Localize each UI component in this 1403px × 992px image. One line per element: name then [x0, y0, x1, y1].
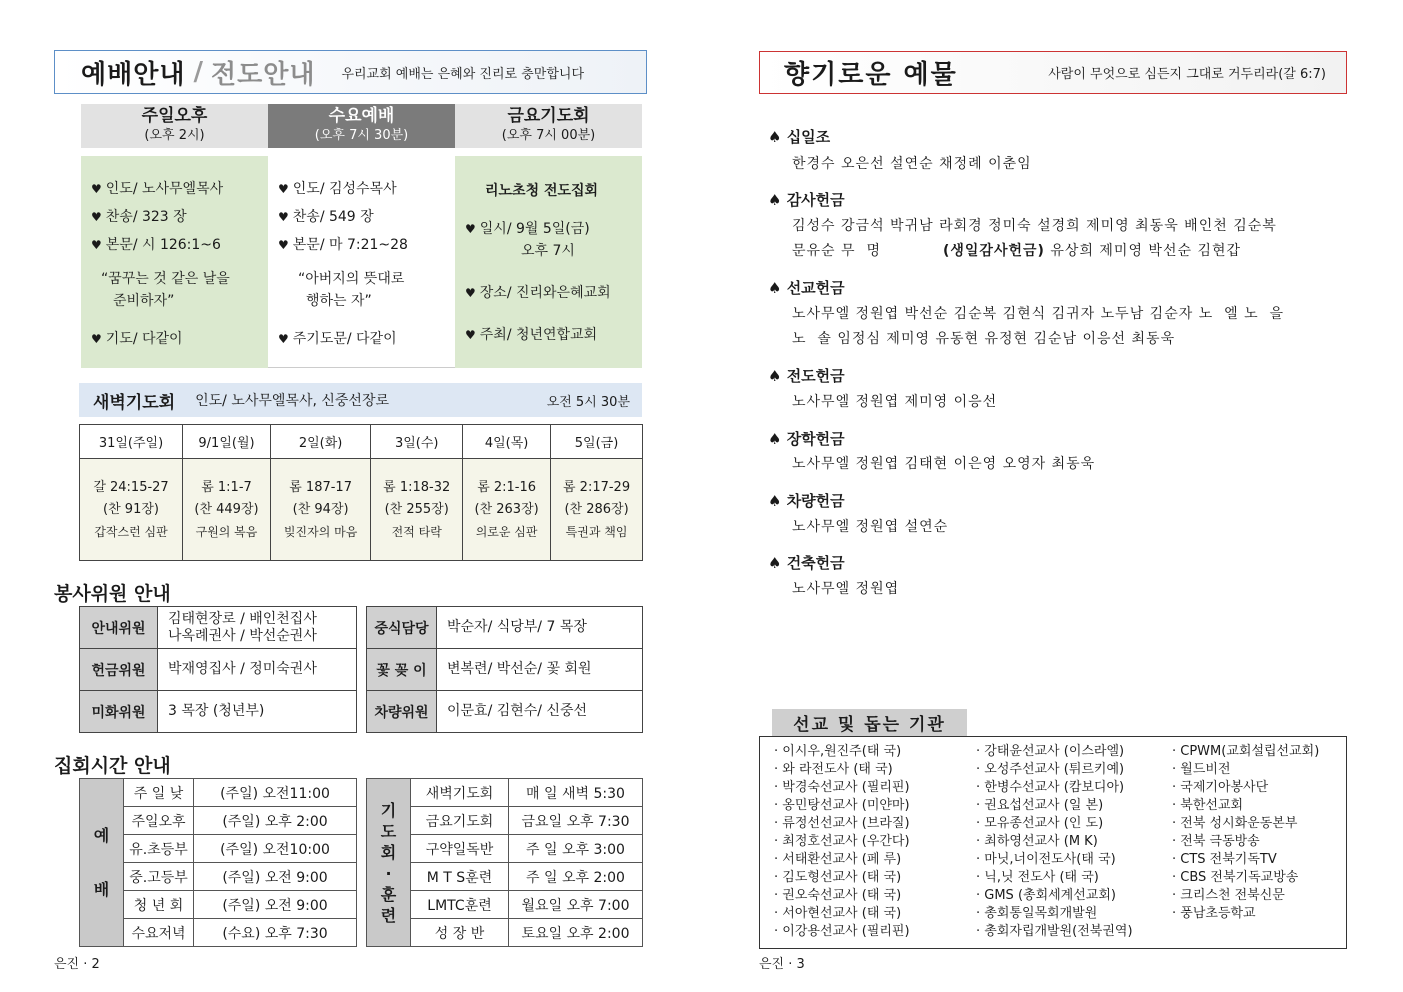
meeting-name: 수요저녁 [124, 919, 194, 947]
agency-item: · 박경숙선교사 (필리핀) [774, 780, 910, 795]
offerings-title: 향기로운 예물 [784, 60, 958, 90]
service-time: (오후 7시 00분) [501, 128, 596, 143]
agency-item: · 마닛,너이전도사(태 국) [976, 852, 1116, 867]
service-name: 금요기도회 [507, 106, 590, 126]
dawn-time: 오전 5시 30분 [546, 394, 630, 410]
meeting-time: 금요일 오후 7:30 [509, 807, 643, 835]
meeting-name: 주 일 낮 [124, 779, 194, 807]
spade-icon: ♠ [768, 430, 782, 448]
day-cell: 9/1일(월) [183, 425, 271, 459]
heart-icon: ♥ [278, 210, 289, 224]
day-cell: 2일(화) [270, 425, 370, 459]
page-number-right: 은진 · 3 [759, 957, 805, 972]
meeting-name: 새벽기도회 [411, 779, 509, 807]
service-line: ♥ 주최/ 청년연합교회 [465, 327, 598, 343]
agency-item: · 와 라전도사 (태 국) [774, 762, 893, 777]
agency-item: · 국제기아봉사단 [1172, 780, 1269, 795]
volunteers-table-right [366, 606, 643, 733]
reading-cell: 롬 187-17 (찬 94장) 빚진자의 마음 [270, 459, 370, 561]
meeting-name: 청 년 회 [124, 891, 194, 919]
heart-icon: ♥ [278, 238, 289, 252]
service-line: ♥ 찬송/ 323 장 [91, 209, 187, 225]
dawn-prayer-bar [79, 383, 642, 417]
volunteers-table-left [79, 606, 357, 733]
agency-item: · CBS 전북기독교방송 [1172, 870, 1299, 885]
prayer-times-table [366, 778, 643, 947]
title-slash: / [193, 57, 203, 87]
agency-item: · 김도형선교사 (태 국) [774, 870, 902, 885]
agency-item: · 한병수선교사 (캄보디아) [976, 780, 1125, 795]
table-row [367, 649, 643, 691]
heart-icon: ♥ [465, 286, 476, 300]
agency-item: · CPWM(교회설립선교회) [1172, 744, 1320, 759]
agency-item: · 전북 극동방송 [1172, 834, 1260, 849]
sermon-quote-1: “아버지의 뜻대로 [298, 271, 405, 287]
service-time: (오후 7시 30분) [314, 128, 409, 143]
role-names: 박재영집사 / 정미숙권사 [158, 649, 357, 691]
role-label: 안내위원 [80, 607, 158, 649]
offering-heading: ♠ 차량헌금 [768, 492, 845, 510]
spade-icon: ♠ [768, 191, 782, 209]
reading-cell: 롬 2:17-29 (찬 286장) 특권과 책임 [551, 459, 643, 561]
service-column-wednesday [268, 156, 455, 368]
meeting-time: 매 일 새벽 5:30 [509, 779, 643, 807]
heart-icon: ♥ [278, 332, 289, 346]
service-line: ♥ 찬송/ 549 장 [278, 209, 374, 225]
meeting-time: 토요일 오후 2:00 [509, 919, 643, 947]
page-subtitle: 전도안내 [210, 59, 316, 90]
page-number-left: 은진 · 2 [54, 957, 100, 972]
offering-names: 노 솔 임정심 제미영 유동현 유정현 김순남 이응선 최동욱 [792, 331, 1176, 347]
event-title: 리노초청 전도집회 [485, 183, 599, 199]
agencies-column-2 [976, 743, 1133, 941]
agency-item: · 서태환선교사 (페 루) [774, 852, 902, 867]
offering-names: 노사무엘 정원엽 박선순 김순복 김현식 김귀자 노두남 김순자 노 엘 노 을 [792, 306, 1285, 322]
service-line: ♥ 인도/ 김성수목사 [278, 181, 397, 197]
agencies-box [759, 736, 1347, 949]
agency-item: · 권오숙선교사 (태 국) [774, 888, 902, 903]
agencies-title: 선교 및 돕는 기관 [772, 709, 967, 736]
service-line: ♥ 본문/ 시 126:1~6 [91, 237, 221, 253]
table-row [80, 607, 357, 649]
offering-names: 노사무엘 정원엽 김태현 이은영 오영자 최동욱 [792, 456, 1096, 472]
table-row [367, 779, 643, 807]
reading-cell: 롬 2:1-16 (찬 263장) 의로운 심판 [463, 459, 551, 561]
role-label: 미화위원 [80, 691, 158, 733]
reading-cell: 롬 1:1-7 (찬 449장) 구원의 복음 [183, 459, 271, 561]
offering-names: 노사무엘 정원엽 [792, 581, 900, 597]
spade-icon: ♠ [768, 554, 782, 572]
heart-icon: ♥ [91, 238, 102, 252]
offering-heading: ♠ 감사헌금 [768, 191, 845, 209]
meeting-time: (주일) 오후 2:00 [194, 807, 357, 835]
heart-icon: ♥ [91, 332, 102, 346]
agency-item: · 최정호선교사 (우간다) [774, 834, 910, 849]
heart-icon: ♥ [278, 182, 289, 196]
meeting-name: LMTC훈련 [411, 891, 509, 919]
agency-item: · 전북 성시화운동본부 [1172, 816, 1298, 831]
agency-item: · 총회자립개발원(전북권역) [976, 924, 1133, 939]
volunteers-title: 봉사위원 안내 [54, 583, 171, 605]
agencies-column-3 [1172, 743, 1319, 923]
meeting-time: 주 일 오후 2:00 [509, 863, 643, 891]
day-cell: 4일(목) [463, 425, 551, 459]
role-label: 중식담당 [367, 607, 437, 649]
day-cell: 31일(주일) [80, 425, 183, 459]
table-row [80, 459, 643, 561]
meeting-name: 성 장 반 [411, 919, 509, 947]
service-header-wednesday [268, 104, 455, 148]
meeting-time: (주일) 오전 9:00 [194, 863, 357, 891]
meeting-time: (주일) 오전10:00 [194, 835, 357, 863]
agency-item: · 이시우,원진주(태 국) [774, 744, 902, 759]
agencies-column-1 [774, 743, 910, 941]
spade-icon: ♠ [768, 492, 782, 510]
day-cell: 3일(수) [371, 425, 463, 459]
title-tagline: 우리교회 예배는 은혜와 진리로 충만합니다 [341, 66, 585, 82]
meeting-name: 중.고등부 [124, 863, 194, 891]
meeting-name: 유.초등부 [124, 835, 194, 863]
service-line: ♥ 인도/ 노사무엘목사 [91, 181, 224, 197]
agency-item: · 월드비전 [1172, 762, 1231, 777]
meeting-time: (주일) 오전 9:00 [194, 891, 357, 919]
worship-times-table [79, 778, 357, 947]
meeting-time: 주 일 오후 3:00 [509, 835, 643, 863]
page-title: 예배안내 [81, 59, 186, 90]
service-line: ♥ 일시/ 9월 5일(금) [465, 221, 590, 237]
agency-item: · 권요섭선교사 (일 본) [976, 798, 1104, 813]
event-time: 오후 7시 [521, 243, 575, 259]
role-names: 3 목장 (청년부) [158, 691, 357, 733]
service-name: 주일오후 [141, 106, 208, 126]
agency-item: · 류정선선교사 (브라질) [774, 816, 910, 831]
service-time: (오후 2시) [144, 128, 205, 143]
offering-names: 노사무엘 정원엽 제미영 이응선 [792, 394, 998, 410]
offering-names: 노사무엘 정원엽 설연순 [792, 519, 949, 535]
table-row [80, 425, 643, 459]
dawn-leaders: 인도/ 노사무엘목사, 신중선장로 [195, 393, 390, 409]
reading-cell: 갈 24:15-27 (찬 91장) 갑작스런 심판 [80, 459, 183, 561]
meeting-time: (주일) 오전11:00 [194, 779, 357, 807]
role-names: 김태현장로 / 배인천집사 나옥례권사 / 박선순권사 [158, 607, 357, 649]
service-line: ♥ 장소/ 진리와은혜교회 [465, 285, 611, 301]
offerings-tagline: 사람이 무엇으로 심든지 그대로 거두리라(갈 6:7) [1048, 67, 1326, 82]
role-label: 꽃 꽂 이 [367, 649, 437, 691]
meeting-time: (수요) 오후 7:30 [194, 919, 357, 947]
offering-names: 문유순 무 명 (생일감사헌금) 유상희 제미영 박선순 김현갑 [792, 243, 1242, 259]
service-line: ♥ 기도/ 다같이 [91, 331, 183, 347]
role-names: 변복련/ 박선순/ 꽃 회원 [437, 649, 643, 691]
offering-heading: ♠ 건축헌금 [768, 554, 845, 572]
day-cell: 5일(금) [551, 425, 643, 459]
meetings-title: 집회시간 안내 [54, 755, 171, 777]
table-row [367, 691, 643, 733]
right-title-box [759, 51, 1347, 94]
offering-names: 김성수 강금석 박귀남 라회경 정미숙 설경희 제미영 최동욱 배인천 김순복 [792, 218, 1277, 234]
sermon-quote-2: 행하는 자” [306, 293, 372, 309]
meeting-name: M T S훈련 [411, 863, 509, 891]
agency-item: · 북한선교회 [1172, 798, 1244, 813]
agency-item: · 강태윤선교사 (이스라엘) [976, 744, 1125, 759]
agency-item: · 모유종선교사 (인 도) [976, 816, 1104, 831]
heart-icon: ♥ [465, 328, 476, 342]
meeting-name: 주일오후 [124, 807, 194, 835]
worship-group-label: 예 배 [80, 779, 124, 947]
agency-item: · 오성주선교사 (튀르키예) [976, 762, 1125, 777]
sermon-quote-2: 준비하자” [113, 293, 175, 309]
agency-item: · 풍남초등학교 [1172, 906, 1256, 921]
dawn-schedule-table [79, 424, 643, 561]
heart-icon: ♥ [91, 210, 102, 224]
offering-heading: ♠ 선교헌금 [768, 279, 845, 297]
table-row [367, 607, 643, 649]
table-row [80, 779, 357, 807]
spade-icon: ♠ [768, 128, 782, 146]
service-column-sunday [81, 156, 268, 368]
spade-icon: ♠ [768, 367, 782, 385]
heart-icon: ♥ [91, 182, 102, 196]
agency-item: · 이강용선교사 (필리핀) [774, 924, 910, 939]
sermon-quote-1: “꿈꾸는 것 같은 날을 [101, 271, 230, 287]
heart-icon: ♥ [465, 222, 476, 236]
meeting-time: 월요일 오후 7:00 [509, 891, 643, 919]
role-label: 헌금위원 [80, 649, 158, 691]
agency-item: · GMS (총회세계선교회) [976, 888, 1116, 903]
agency-item: · 닉,닛 전도사 (태 국) [976, 870, 1099, 885]
service-line: ♥ 주기도문/ 다같이 [278, 331, 397, 347]
role-names: 이문효/ 김현수/ 신중선 [437, 691, 643, 733]
role-names: 박순자/ 식당부/ 7 목장 [437, 607, 643, 649]
service-column-friday [455, 156, 642, 368]
service-header-sunday [81, 104, 268, 148]
table-row [80, 649, 357, 691]
meeting-name: 구약일독반 [411, 835, 509, 863]
agency-item: · 크리스천 전북신문 [1172, 888, 1285, 903]
meeting-name: 금요기도회 [411, 807, 509, 835]
agency-item: · 최하영선교사 (M K) [976, 834, 1098, 849]
service-name: 수요예배 [328, 106, 395, 126]
service-header-friday [455, 104, 642, 148]
offering-heading: ♠ 장학헌금 [768, 430, 845, 448]
offering-heading: ♠ 십일조 [768, 128, 831, 146]
agency-item: · 총회통일목회개발원 [976, 906, 1098, 921]
offering-names: 한경수 오은선 설연순 채정례 이춘임 [792, 156, 1032, 172]
agency-item: · 옹민탕선교사 (미얀마) [774, 798, 910, 813]
agency-item: · CTS 전북기독TV [1172, 852, 1277, 867]
left-title-box [54, 50, 647, 94]
table-row [80, 691, 357, 733]
birthday-note: (생일감사헌금) [942, 243, 1045, 259]
dawn-title: 새벽기도회 [93, 392, 176, 413]
spade-icon: ♠ [768, 279, 782, 297]
offering-heading: ♠ 전도헌금 [768, 367, 845, 385]
prayer-group-label: 기 도 회 · 훈 련 [367, 779, 411, 947]
agency-item: · 서아현선교사 (태 국) [774, 906, 902, 921]
reading-cell: 롬 1:18-32 (찬 255장) 전적 타락 [371, 459, 463, 561]
service-line: ♥ 본문/ 마 7:21~28 [278, 237, 408, 253]
role-label: 차량위원 [367, 691, 437, 733]
